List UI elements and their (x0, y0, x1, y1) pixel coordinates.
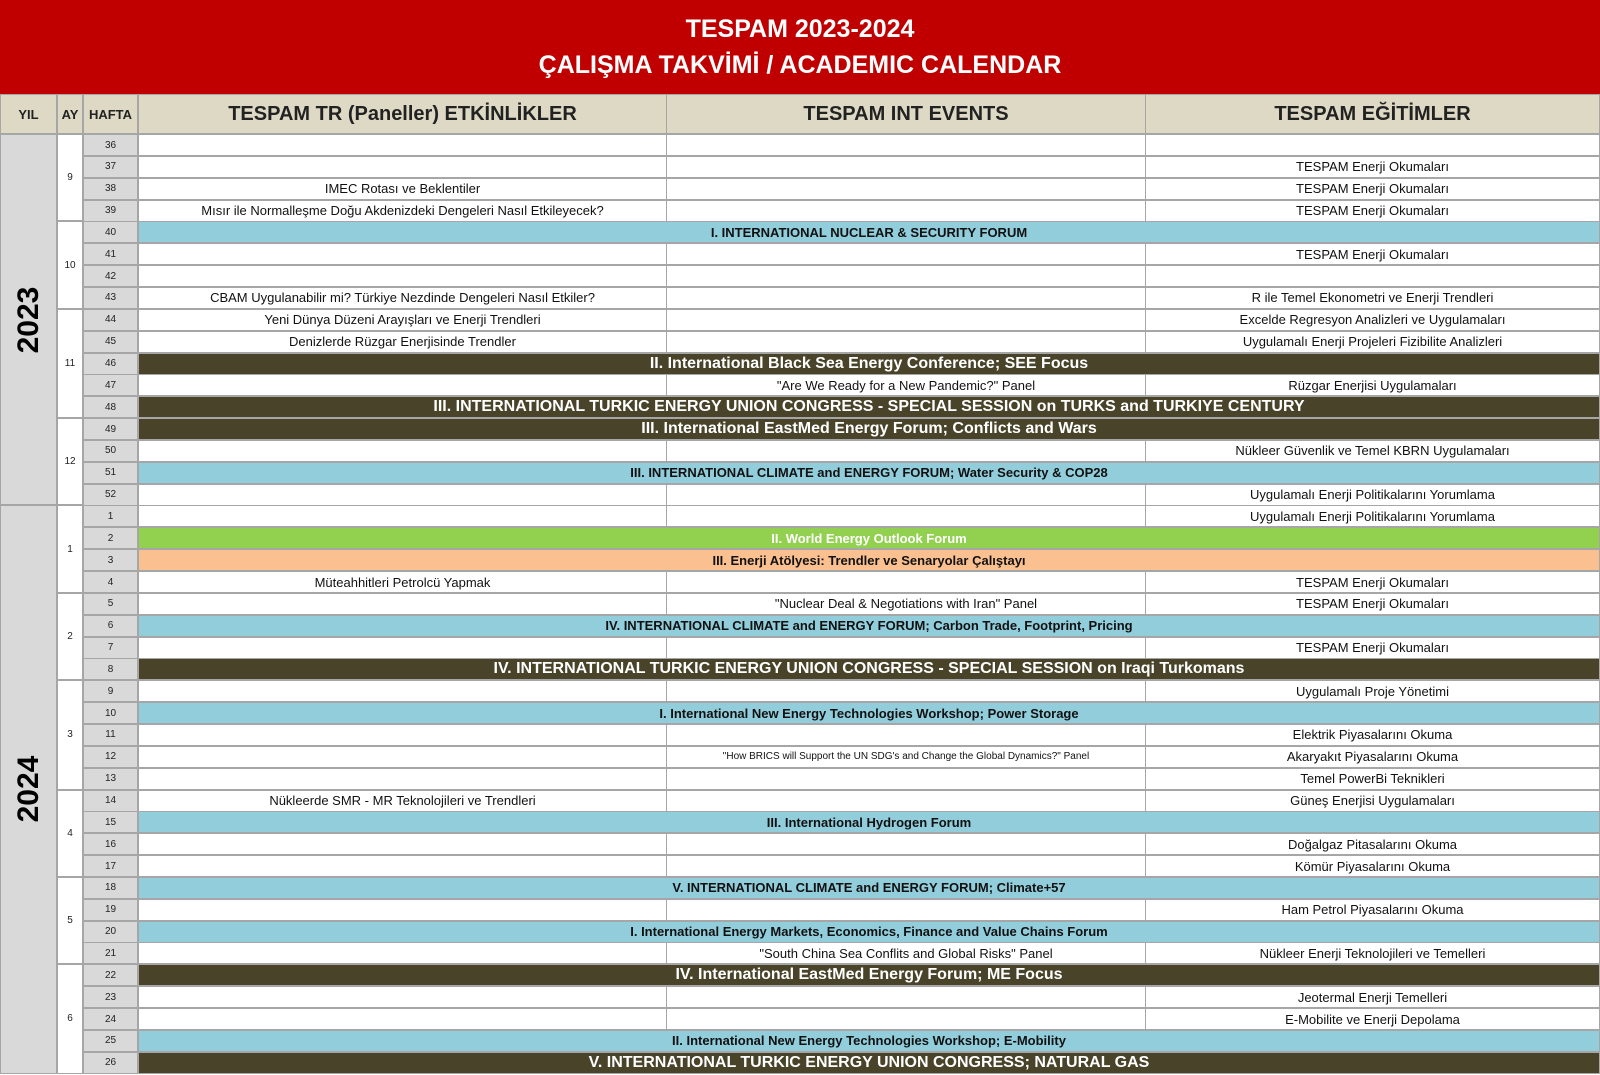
int-event-cell (666, 243, 1146, 265)
week-number: 49 (83, 418, 138, 440)
table-row (83, 462, 1600, 484)
tr-event-cell (138, 724, 667, 746)
training-cell: Uygulamalı Enerji Projeleri Fizibilite Analizleri (1145, 331, 1600, 353)
table-row (83, 221, 1600, 243)
week-number: 37 (83, 156, 138, 178)
int-event-cell (666, 680, 1146, 702)
int-event-cell (666, 156, 1146, 178)
table-row (83, 680, 1600, 702)
week-number: 11 (83, 724, 138, 746)
tr-event-cell: IMEC Rotası ve Beklentiler (138, 178, 667, 200)
table-row (83, 1008, 1600, 1030)
week-number: 14 (83, 790, 138, 812)
week-number: 9 (83, 680, 138, 702)
month-cell: 1 (57, 505, 83, 592)
week-number: 23 (83, 986, 138, 1008)
table-row (83, 811, 1600, 833)
table-row (83, 200, 1600, 222)
header-hafta: HAFTA (83, 94, 138, 134)
event-banner: V. INTERNATIONAL TURKIC ENERGY UNION CONGRESS; NATURAL GAS (138, 1052, 1600, 1074)
week-number: 25 (83, 1030, 138, 1052)
table-row (83, 353, 1600, 375)
table-row (83, 396, 1600, 418)
int-event-cell (666, 986, 1146, 1008)
training-cell: Uygulamalı Enerji Politikalarını Yorumlama (1145, 484, 1600, 506)
tr-event-cell (138, 637, 667, 659)
week-number: 19 (83, 899, 138, 921)
training-cell: TESPAM Enerji Okumaları (1145, 637, 1600, 659)
tr-event-cell (138, 505, 667, 527)
table-row (83, 964, 1600, 986)
table-row (83, 790, 1600, 812)
week-number: 15 (83, 811, 138, 833)
month-cell: 5 (57, 877, 83, 964)
month-cell: 2 (57, 593, 83, 680)
week-number: 4 (83, 571, 138, 593)
int-event-cell (666, 637, 1146, 659)
int-event-cell: "Are We Ready for a New Pandemic?" Panel (666, 374, 1146, 396)
week-number: 2 (83, 527, 138, 549)
table-row (83, 899, 1600, 921)
week-number: 22 (83, 964, 138, 986)
table-row (83, 877, 1600, 899)
week-number: 41 (83, 243, 138, 265)
table-row (83, 134, 1600, 156)
event-banner: III. Enerji Atölyesi: Trendler ve Senaryolar Çalıştayı (138, 549, 1600, 571)
int-event-cell (666, 309, 1146, 331)
training-cell: Excelde Regresyon Analizleri ve Uygulamaları (1145, 309, 1600, 331)
int-event-cell (666, 505, 1146, 527)
tr-event-cell (138, 440, 667, 462)
table-row (83, 418, 1600, 440)
table-row (83, 571, 1600, 593)
event-banner: III. International EastMed Energy Forum; Conflicts and Wars (138, 418, 1600, 440)
table-row (83, 768, 1600, 790)
table-row (83, 702, 1600, 724)
training-cell: Jeotermal Enerji Temelleri (1145, 986, 1600, 1008)
table-row (83, 724, 1600, 746)
event-banner: I. INTERNATIONAL NUCLEAR & SECURITY FORUM (138, 221, 1600, 243)
tr-event-cell (138, 680, 667, 702)
tr-event-cell (138, 833, 667, 855)
int-event-cell (666, 331, 1146, 353)
header-trainings: TESPAM EĞİTİMLER (1145, 94, 1600, 134)
table-row (83, 374, 1600, 396)
training-cell: Doğalgaz Pitasalarını Okuma (1145, 833, 1600, 855)
week-number: 13 (83, 768, 138, 790)
training-cell: TESPAM Enerji Okumaları (1145, 243, 1600, 265)
tr-event-cell (138, 593, 667, 615)
int-event-cell: "How BRICS will Support the UN SDG's and Change the Global Dynamics?" Panel (666, 746, 1146, 768)
event-banner: II. International New Energy Technologies Workshop; E-Mobility (138, 1030, 1600, 1052)
table-row (83, 484, 1600, 506)
week-number: 3 (83, 549, 138, 571)
table-row (83, 505, 1600, 527)
int-event-cell: "Nuclear Deal & Negotiations with Iran" Panel (666, 593, 1146, 615)
training-cell: Elektrik Piyasalarını Okuma (1145, 724, 1600, 746)
training-cell: TESPAM Enerji Okumaları (1145, 593, 1600, 615)
training-cell (1145, 265, 1600, 287)
table-row (83, 156, 1600, 178)
table-row (83, 593, 1600, 615)
tr-event-cell: CBAM Uygulanabilir mi? Türkiye Nezdinde Dengeleri Nasıl Etkiler? (138, 287, 667, 309)
table-row (83, 527, 1600, 549)
int-event-cell (666, 571, 1146, 593)
table-row (83, 243, 1600, 265)
year-cell (0, 134, 57, 505)
title-line-1: TESPAM 2023-2024 (685, 15, 915, 43)
int-event-cell (666, 134, 1146, 156)
tr-event-cell (138, 986, 667, 1008)
year-cell (0, 505, 57, 1073)
tr-event-cell: Denizlerde Rüzgar Enerjisinde Trendler (138, 331, 667, 353)
int-event-cell (666, 200, 1146, 222)
training-cell: R ile Temel Ekonometri ve Enerji Trendleri (1145, 287, 1600, 309)
table-row (83, 1052, 1600, 1074)
table-row (83, 637, 1600, 659)
week-number: 48 (83, 396, 138, 418)
training-cell: Temel PowerBi Teknikleri (1145, 768, 1600, 790)
week-number: 24 (83, 1008, 138, 1030)
int-event-cell (666, 1008, 1146, 1030)
week-number: 17 (83, 855, 138, 877)
int-event-cell (666, 790, 1146, 812)
training-cell: Rüzgar Enerjisi Uygulamaları (1145, 374, 1600, 396)
tr-event-cell: Müteahhitleri Petrolcü Yapmak (138, 571, 667, 593)
training-cell: Kömür Piyasalarını Okuma (1145, 855, 1600, 877)
training-cell (1145, 134, 1600, 156)
event-banner: III. International Hydrogen Forum (138, 811, 1600, 833)
month-cell: 10 (57, 221, 83, 308)
event-banner: I. International New Energy Technologies Workshop; Power Storage (138, 702, 1600, 724)
training-cell: Ham Petrol Piyasalarını Okuma (1145, 899, 1600, 921)
table-row (83, 287, 1600, 309)
tr-event-cell (138, 265, 667, 287)
table-row (83, 265, 1600, 287)
tr-event-cell (138, 243, 667, 265)
event-banner: V. INTERNATIONAL CLIMATE and ENERGY FORUM; Climate+57 (138, 877, 1600, 899)
table-row (83, 942, 1600, 964)
week-number: 7 (83, 637, 138, 659)
tr-event-cell: Nükleerde SMR - MR Teknolojileri ve Trendleri (138, 790, 667, 812)
week-number: 44 (83, 309, 138, 331)
week-number: 26 (83, 1052, 138, 1074)
tr-event-cell (138, 374, 667, 396)
event-banner: IV. INTERNATIONAL CLIMATE and ENERGY FORUM; Carbon Trade, Footprint, Pricing (138, 615, 1600, 637)
table-row (83, 615, 1600, 637)
int-event-cell (666, 440, 1146, 462)
event-banner: III. INTERNATIONAL TURKIC ENERGY UNION CONGRESS - SPECIAL SESSION on TURKS and TURKIYE CENTURY (138, 396, 1600, 418)
training-cell: Uygulamalı Proje Yönetimi (1145, 680, 1600, 702)
month-cell: 9 (57, 134, 83, 221)
training-cell: Uygulamalı Enerji Politikalarını Yorumlama (1145, 505, 1600, 527)
week-number: 10 (83, 702, 138, 724)
week-number: 36 (83, 134, 138, 156)
tr-event-cell (138, 942, 667, 964)
int-event-cell (666, 287, 1146, 309)
month-cell: 11 (57, 309, 83, 418)
month-cell: 3 (57, 680, 83, 789)
event-banner: II. World Energy Outlook Forum (138, 527, 1600, 549)
table-row (83, 921, 1600, 943)
month-cell: 4 (57, 790, 83, 877)
header-yil: YIL (0, 94, 57, 134)
training-cell: Nükleer Güvenlik ve Temel KBRN Uygulamaları (1145, 440, 1600, 462)
event-banner: II. International Black Sea Energy Conference; SEE Focus (138, 353, 1600, 375)
table-row (83, 178, 1600, 200)
week-number: 51 (83, 462, 138, 484)
table-row (83, 1030, 1600, 1052)
week-number: 50 (83, 440, 138, 462)
int-event-cell (666, 855, 1146, 877)
training-cell: TESPAM Enerji Okumaları (1145, 178, 1600, 200)
event-banner: IV. International EastMed Energy Forum; ME Focus (138, 964, 1600, 986)
tr-event-cell: Mısır ile Normalleşme Doğu Akdenizdeki Dengeleri Nasıl Etkileyecek? (138, 200, 667, 222)
week-number: 20 (83, 921, 138, 943)
tr-event-cell (138, 768, 667, 790)
tr-event-cell (138, 134, 667, 156)
table-row (83, 986, 1600, 1008)
week-number: 8 (83, 658, 138, 680)
table-row (83, 309, 1600, 331)
table-row (83, 746, 1600, 768)
int-event-cell (666, 768, 1146, 790)
tr-event-cell (138, 899, 667, 921)
week-number: 39 (83, 200, 138, 222)
int-event-cell (666, 899, 1146, 921)
month-cell: 6 (57, 964, 83, 1073)
week-number: 12 (83, 746, 138, 768)
training-cell: E-Mobilite ve Enerji Depolama (1145, 1008, 1600, 1030)
int-event-cell (666, 833, 1146, 855)
int-event-cell (666, 724, 1146, 746)
tr-event-cell (138, 156, 667, 178)
header-tr-events: TESPAM TR (Paneller) ETKİNLİKLER (138, 94, 667, 134)
table-row (83, 833, 1600, 855)
week-number: 1 (83, 505, 138, 527)
week-number: 47 (83, 374, 138, 396)
table-row (83, 549, 1600, 571)
week-number: 40 (83, 221, 138, 243)
event-banner: I. International Energy Markets, Economics, Finance and Value Chains Forum (138, 921, 1600, 943)
week-number: 52 (83, 484, 138, 506)
table-row (83, 855, 1600, 877)
header-int-events: TESPAM INT EVENTS (666, 94, 1146, 134)
event-banner: III. INTERNATIONAL CLIMATE and ENERGY FORUM; Water Security & COP28 (138, 462, 1600, 484)
header-ay: AY (57, 94, 83, 134)
week-number: 21 (83, 942, 138, 964)
int-event-cell (666, 484, 1146, 506)
month-cell: 12 (57, 418, 83, 505)
training-cell: TESPAM Enerji Okumaları (1145, 156, 1600, 178)
event-banner: IV. INTERNATIONAL TURKIC ENERGY UNION CONGRESS - SPECIAL SESSION on Iraqi Turkomans (138, 658, 1600, 680)
title-bar (0, 0, 1600, 94)
int-event-cell (666, 178, 1146, 200)
year-label: 2024 (11, 756, 45, 823)
tr-event-cell: Yeni Dünya Düzeni Arayışları ve Enerji Trendleri (138, 309, 667, 331)
tr-event-cell (138, 484, 667, 506)
training-cell: TESPAM Enerji Okumaları (1145, 571, 1600, 593)
tr-event-cell (138, 746, 667, 768)
year-label: 2023 (11, 286, 45, 354)
week-number: 43 (83, 287, 138, 309)
training-cell: Nükleer Enerji Teknolojileri ve Temelleri (1145, 942, 1600, 964)
week-number: 6 (83, 615, 138, 637)
training-cell: Akaryakıt Piyasalarını Okuma (1145, 746, 1600, 768)
int-event-cell (666, 265, 1146, 287)
week-number: 45 (83, 331, 138, 353)
week-number: 46 (83, 353, 138, 375)
week-number: 16 (83, 833, 138, 855)
tr-event-cell (138, 1008, 667, 1030)
week-number: 5 (83, 593, 138, 615)
table-row (83, 658, 1600, 680)
table-row (83, 331, 1600, 353)
week-number: 18 (83, 877, 138, 899)
week-number: 38 (83, 178, 138, 200)
title-line-2: ÇALIŞMA TAKVİMİ / ACADEMIC CALENDAR (538, 51, 1062, 79)
tr-event-cell (138, 855, 667, 877)
week-number: 42 (83, 265, 138, 287)
training-cell: TESPAM Enerji Okumaları (1145, 200, 1600, 222)
training-cell: Güneş Enerjisi Uygulamaları (1145, 790, 1600, 812)
int-event-cell: "South China Sea Conflits and Global Risks" Panel (666, 942, 1146, 964)
table-row (83, 440, 1600, 462)
